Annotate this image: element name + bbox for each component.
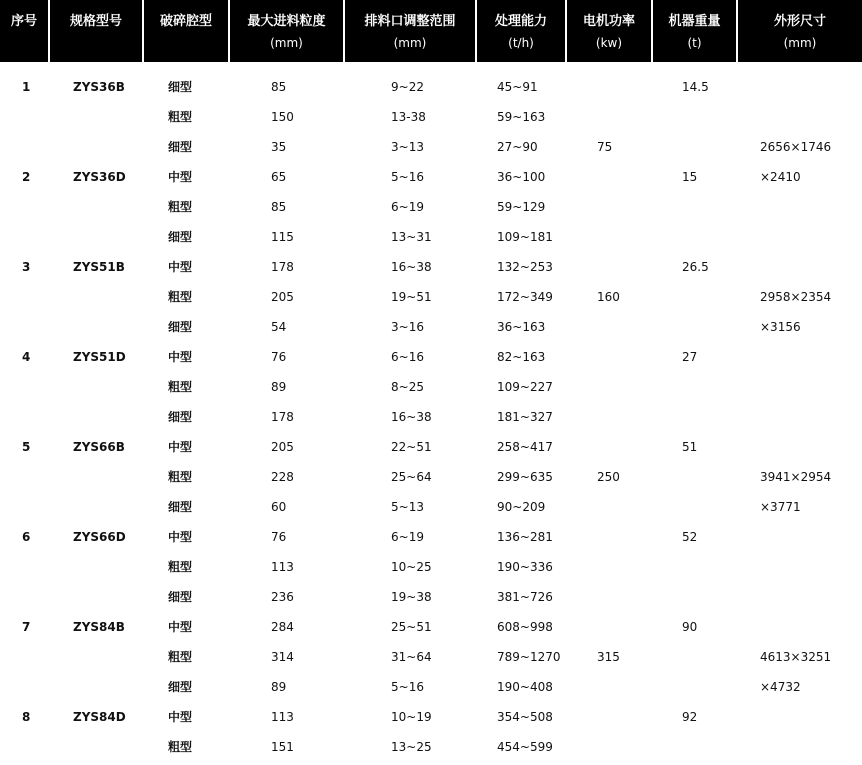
header-title: 排料口调整范围 — [364, 14, 456, 29]
table-row — [0, 252, 862, 282]
cell-discharge-range: 16~38 — [391, 260, 432, 274]
cell-index: 5 — [22, 440, 31, 454]
header-cell-discharge-range — [345, 0, 475, 62]
header-title: 外形尺寸 — [773, 14, 826, 29]
cell-cavity: 粗型 — [168, 560, 193, 574]
cell-weight: 26.5 — [682, 260, 709, 274]
header-cell-dimensions — [738, 0, 862, 62]
cell-feed-size: 314 — [271, 650, 294, 664]
table-row — [0, 702, 862, 732]
table-row — [0, 402, 862, 432]
cell-weight: 52 — [682, 530, 698, 544]
cell-cavity: 细型 — [168, 80, 193, 94]
cell-model: ZYS66B — [73, 440, 125, 454]
table-row — [0, 672, 862, 702]
header-unit: (mm) — [783, 36, 817, 50]
cell-feed-size: 151 — [271, 740, 294, 754]
cell-feed-size: 85 — [271, 200, 287, 214]
cell-model: ZYS84D — [73, 710, 126, 724]
table-row — [0, 222, 862, 252]
cell-discharge-range: 10~25 — [391, 560, 432, 574]
header-title: 序号 — [10, 14, 37, 29]
cell-discharge-range: 5~13 — [391, 500, 424, 514]
cell-discharge-range: 5~16 — [391, 680, 424, 694]
table-row — [0, 312, 862, 342]
header-cell-feed-size — [230, 0, 343, 62]
cell-feed-size: 65 — [271, 170, 287, 184]
cell-model: ZYS84B — [73, 620, 125, 634]
cell-capacity: 82~163 — [497, 350, 546, 364]
cell-capacity: 36~163 — [497, 320, 546, 334]
cell-capacity: 181~327 — [497, 410, 553, 424]
cell-weight: 51 — [682, 440, 698, 454]
cell-dimensions: ×3156 — [760, 320, 801, 334]
cell-weight: 14.5 — [682, 80, 709, 94]
cell-discharge-range: 13-38 — [391, 110, 426, 124]
table-row — [0, 432, 862, 462]
cell-dimensions: ×2410 — [760, 170, 801, 184]
cell-weight: 92 — [682, 710, 698, 724]
cell-index: 2 — [22, 170, 31, 184]
cell-capacity: 172~349 — [497, 290, 553, 304]
cell-motor-power: 160 — [597, 290, 620, 304]
cell-dimensions: ×3771 — [760, 500, 801, 514]
header-cell-capacity — [477, 0, 565, 62]
cell-index: 3 — [22, 260, 31, 274]
cell-dimensions: 2656×1746 — [760, 140, 832, 154]
cell-cavity: 粗型 — [168, 470, 193, 484]
cell-discharge-range: 6~19 — [391, 530, 424, 544]
cell-cavity: 粗型 — [168, 110, 193, 124]
cell-feed-size: 85 — [271, 80, 287, 94]
header-cell-model — [50, 0, 142, 62]
table-row — [0, 132, 862, 162]
cell-index: 6 — [22, 530, 31, 544]
table-row — [0, 102, 862, 132]
cell-feed-size: 113 — [271, 710, 294, 724]
cell-model: ZYS51B — [73, 260, 125, 274]
cell-discharge-range: 8~25 — [391, 380, 424, 394]
cell-model: ZYS36D — [73, 170, 126, 184]
cell-cavity: 粗型 — [168, 380, 193, 394]
cell-discharge-range: 6~19 — [391, 200, 424, 214]
header-title: 破碎腔型 — [159, 14, 212, 29]
cell-feed-size: 76 — [271, 530, 287, 544]
cell-cavity: 粗型 — [168, 650, 193, 664]
cell-cavity: 细型 — [168, 140, 193, 154]
cell-discharge-range: 10~19 — [391, 710, 432, 724]
cell-feed-size: 115 — [271, 230, 294, 244]
cell-motor-power: 75 — [597, 140, 613, 154]
cell-feed-size: 228 — [271, 470, 294, 484]
cell-feed-size: 205 — [271, 290, 294, 304]
cell-cavity: 细型 — [168, 410, 193, 424]
cell-weight: 90 — [682, 620, 698, 634]
header-unit: (t/h) — [508, 36, 534, 50]
cell-model: ZYS66D — [73, 530, 126, 544]
cell-feed-size: 76 — [271, 350, 287, 364]
cell-feed-size: 150 — [271, 110, 294, 124]
cell-feed-size: 35 — [271, 140, 287, 154]
cell-capacity: 381~726 — [497, 590, 553, 604]
cell-motor-power: 315 — [597, 650, 620, 664]
table-row — [0, 552, 862, 582]
header-unit: (t) — [687, 36, 702, 50]
table-row — [0, 72, 862, 102]
cell-capacity: 608~998 — [497, 620, 553, 634]
cell-feed-size: 60 — [271, 500, 287, 514]
cell-capacity: 36~100 — [497, 170, 546, 184]
cell-cavity: 粗型 — [168, 290, 193, 304]
header-title: 电机功率 — [582, 14, 635, 29]
cell-cavity: 细型 — [168, 230, 193, 244]
cell-dimensions: 2958×2354 — [760, 290, 832, 304]
table-header — [0, 0, 862, 62]
cell-capacity: 190~408 — [497, 680, 553, 694]
header-unit: (kw) — [595, 36, 623, 50]
cell-cavity: 中型 — [168, 530, 193, 544]
header-cell-cavity — [144, 0, 228, 62]
cell-dimensions: ×4732 — [760, 680, 801, 694]
cell-index: 1 — [22, 80, 31, 94]
cell-discharge-range: 25~51 — [391, 620, 432, 634]
cell-discharge-range: 3~16 — [391, 320, 424, 334]
cell-capacity: 59~163 — [497, 110, 546, 124]
cell-discharge-range: 3~13 — [391, 140, 424, 154]
table-row — [0, 462, 862, 492]
cell-feed-size: 113 — [271, 560, 294, 574]
cell-index: 7 — [22, 620, 31, 634]
table-row — [0, 612, 862, 642]
cell-capacity: 27~90 — [497, 140, 538, 154]
cell-dimensions: 4613×3251 — [760, 650, 832, 664]
table-row — [0, 642, 862, 672]
cell-capacity: 258~417 — [497, 440, 553, 454]
cell-feed-size: 178 — [271, 410, 294, 424]
table-row — [0, 372, 862, 402]
cell-cavity: 细型 — [168, 590, 193, 604]
cell-cavity: 细型 — [168, 680, 193, 694]
cell-cavity: 细型 — [168, 320, 193, 334]
cell-feed-size: 89 — [271, 680, 287, 694]
cell-index: 4 — [22, 350, 31, 364]
cell-capacity: 132~253 — [497, 260, 553, 274]
cell-cavity: 中型 — [168, 620, 193, 634]
table-row — [0, 732, 862, 762]
header-title: 机器重量 — [668, 14, 721, 29]
cell-capacity: 109~227 — [497, 380, 553, 394]
cell-discharge-range: 19~38 — [391, 590, 432, 604]
cell-capacity: 299~635 — [497, 470, 553, 484]
cell-feed-size: 205 — [271, 440, 294, 454]
table-row — [0, 342, 862, 372]
cell-discharge-range: 5~16 — [391, 170, 424, 184]
header-title: 规格型号 — [69, 14, 122, 29]
cell-cavity: 粗型 — [168, 740, 193, 754]
table-row — [0, 282, 862, 312]
cell-feed-size: 89 — [271, 380, 287, 394]
cell-feed-size: 178 — [271, 260, 294, 274]
cell-weight: 15 — [682, 170, 698, 184]
cell-discharge-range: 13~31 — [391, 230, 432, 244]
cell-motor-power: 250 — [597, 470, 620, 484]
cell-capacity: 90~209 — [497, 500, 546, 514]
header-title: 最大进料粒度 — [247, 14, 326, 29]
header-cell-motor-power — [567, 0, 651, 62]
table-row — [0, 492, 862, 522]
table-row — [0, 162, 862, 192]
cell-capacity: 789~1270 — [497, 650, 561, 664]
cell-cavity: 中型 — [168, 440, 193, 454]
header-cell-index — [0, 0, 48, 62]
cell-discharge-range: 13~25 — [391, 740, 432, 754]
cell-cavity: 中型 — [168, 350, 193, 364]
cell-feed-size: 284 — [271, 620, 294, 634]
cell-feed-size: 54 — [271, 320, 287, 334]
cell-discharge-range: 6~16 — [391, 350, 424, 364]
cell-discharge-range: 31~64 — [391, 650, 432, 664]
table-row — [0, 192, 862, 222]
cell-cavity: 粗型 — [168, 200, 193, 214]
cell-discharge-range: 9~22 — [391, 80, 424, 94]
cell-model: ZYS36B — [73, 80, 125, 94]
header-cell-weight — [653, 0, 736, 62]
cell-capacity: 45~91 — [497, 80, 538, 94]
header-title: 处理能力 — [494, 14, 547, 29]
cell-capacity: 454~599 — [497, 740, 553, 754]
cell-capacity: 136~281 — [497, 530, 553, 544]
cell-discharge-range: 22~51 — [391, 440, 432, 454]
cell-cavity: 细型 — [168, 500, 193, 514]
cell-cavity: 中型 — [168, 260, 193, 274]
cell-capacity: 109~181 — [497, 230, 553, 244]
cell-model: ZYS51D — [73, 350, 126, 364]
cell-discharge-range: 25~64 — [391, 470, 432, 484]
header-unit: (mm) — [393, 36, 427, 50]
cell-feed-size: 236 — [271, 590, 294, 604]
table-row — [0, 582, 862, 612]
cell-discharge-range: 19~51 — [391, 290, 432, 304]
header-unit: (mm) — [270, 36, 303, 50]
cell-capacity: 354~508 — [497, 710, 553, 724]
cell-index: 8 — [22, 710, 31, 724]
cell-capacity: 59~129 — [497, 200, 546, 214]
cell-capacity: 190~336 — [497, 560, 553, 574]
cell-cavity: 中型 — [168, 170, 193, 184]
cell-weight: 27 — [682, 350, 698, 364]
cell-cavity: 中型 — [168, 710, 193, 724]
table-row — [0, 522, 862, 552]
cell-discharge-range: 16~38 — [391, 410, 432, 424]
cell-dimensions: 3941×2954 — [760, 470, 832, 484]
